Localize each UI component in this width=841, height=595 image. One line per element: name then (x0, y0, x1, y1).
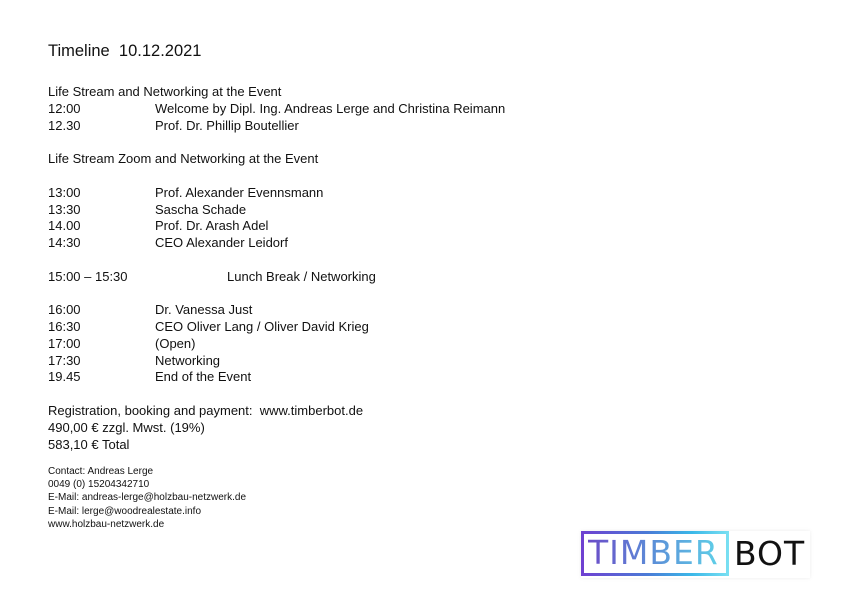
section-heading-live-stream: Life Stream and Networking at the Event (48, 84, 282, 99)
price-total: 583,10 € Total (48, 437, 130, 452)
logo-text-bot: BOT (734, 534, 806, 573)
contact-name: Contact: Andreas Lerge (48, 466, 154, 477)
price-net: 490,00 € zzgl. Mwst. (19%) (48, 420, 205, 435)
contact-email: E-Mail: lerge@woodrealestate.info (48, 506, 202, 517)
timeline-time: 19.45 (48, 369, 81, 384)
contact-phone: 0049 (0) 15204342710 (48, 479, 150, 490)
timeline-desc: Prof. Alexander Evennsmann (155, 185, 324, 200)
timeline-desc: Welcome by Dipl. Ing. Andreas Lerge and Christina Reimann (155, 101, 506, 116)
timeline-time: 14:30 (48, 235, 81, 250)
timeline-desc: Dr. Vanessa Just (155, 302, 253, 317)
contact-website: www.holzbau-netzwerk.de (48, 519, 165, 530)
timeline-time: 13:00 (48, 185, 81, 200)
timeline-time: 13:30 (48, 202, 81, 217)
timberbot-logo (581, 531, 810, 578)
section-heading-zoom-stream: Life Stream Zoom and Networking at the Event (48, 151, 319, 166)
break-desc: Lunch Break / Networking (227, 269, 376, 284)
registration-info: Registration, booking and payment: www.timberbot.de (48, 403, 364, 418)
timeline-desc: Sascha Schade (155, 202, 247, 217)
timeline-desc: CEO Alexander Leidorf (155, 235, 288, 250)
timeline-desc: End of the Event (155, 369, 252, 384)
timeline-time: 16:00 (48, 302, 81, 317)
timeline-time: 17:30 (48, 353, 81, 368)
timeline-time: 16:30 (48, 319, 81, 334)
timeline-desc: Prof. Dr. Phillip Boutellier (155, 118, 299, 133)
timeline-time: 14.00 (48, 218, 81, 233)
timeline-desc: Prof. Dr. Arash Adel (155, 218, 269, 233)
logo-text-timber: TIMBER (588, 533, 719, 572)
timeline-desc: (Open) (155, 336, 196, 351)
timeline-time: 12.30 (48, 118, 81, 133)
page-title: Timeline 10.12.2021 (48, 42, 202, 60)
timeline-desc: CEO Oliver Lang / Oliver David Krieg (155, 319, 369, 334)
timeline-desc: Networking (155, 353, 221, 368)
timeline-time: 17:00 (48, 336, 81, 351)
break-time: 15:00 – 15:30 (48, 269, 128, 284)
timeline-time: 12:00 (48, 101, 81, 116)
contact-email: E-Mail: andreas-lerge@holzbau-netzwerk.de (48, 492, 247, 503)
